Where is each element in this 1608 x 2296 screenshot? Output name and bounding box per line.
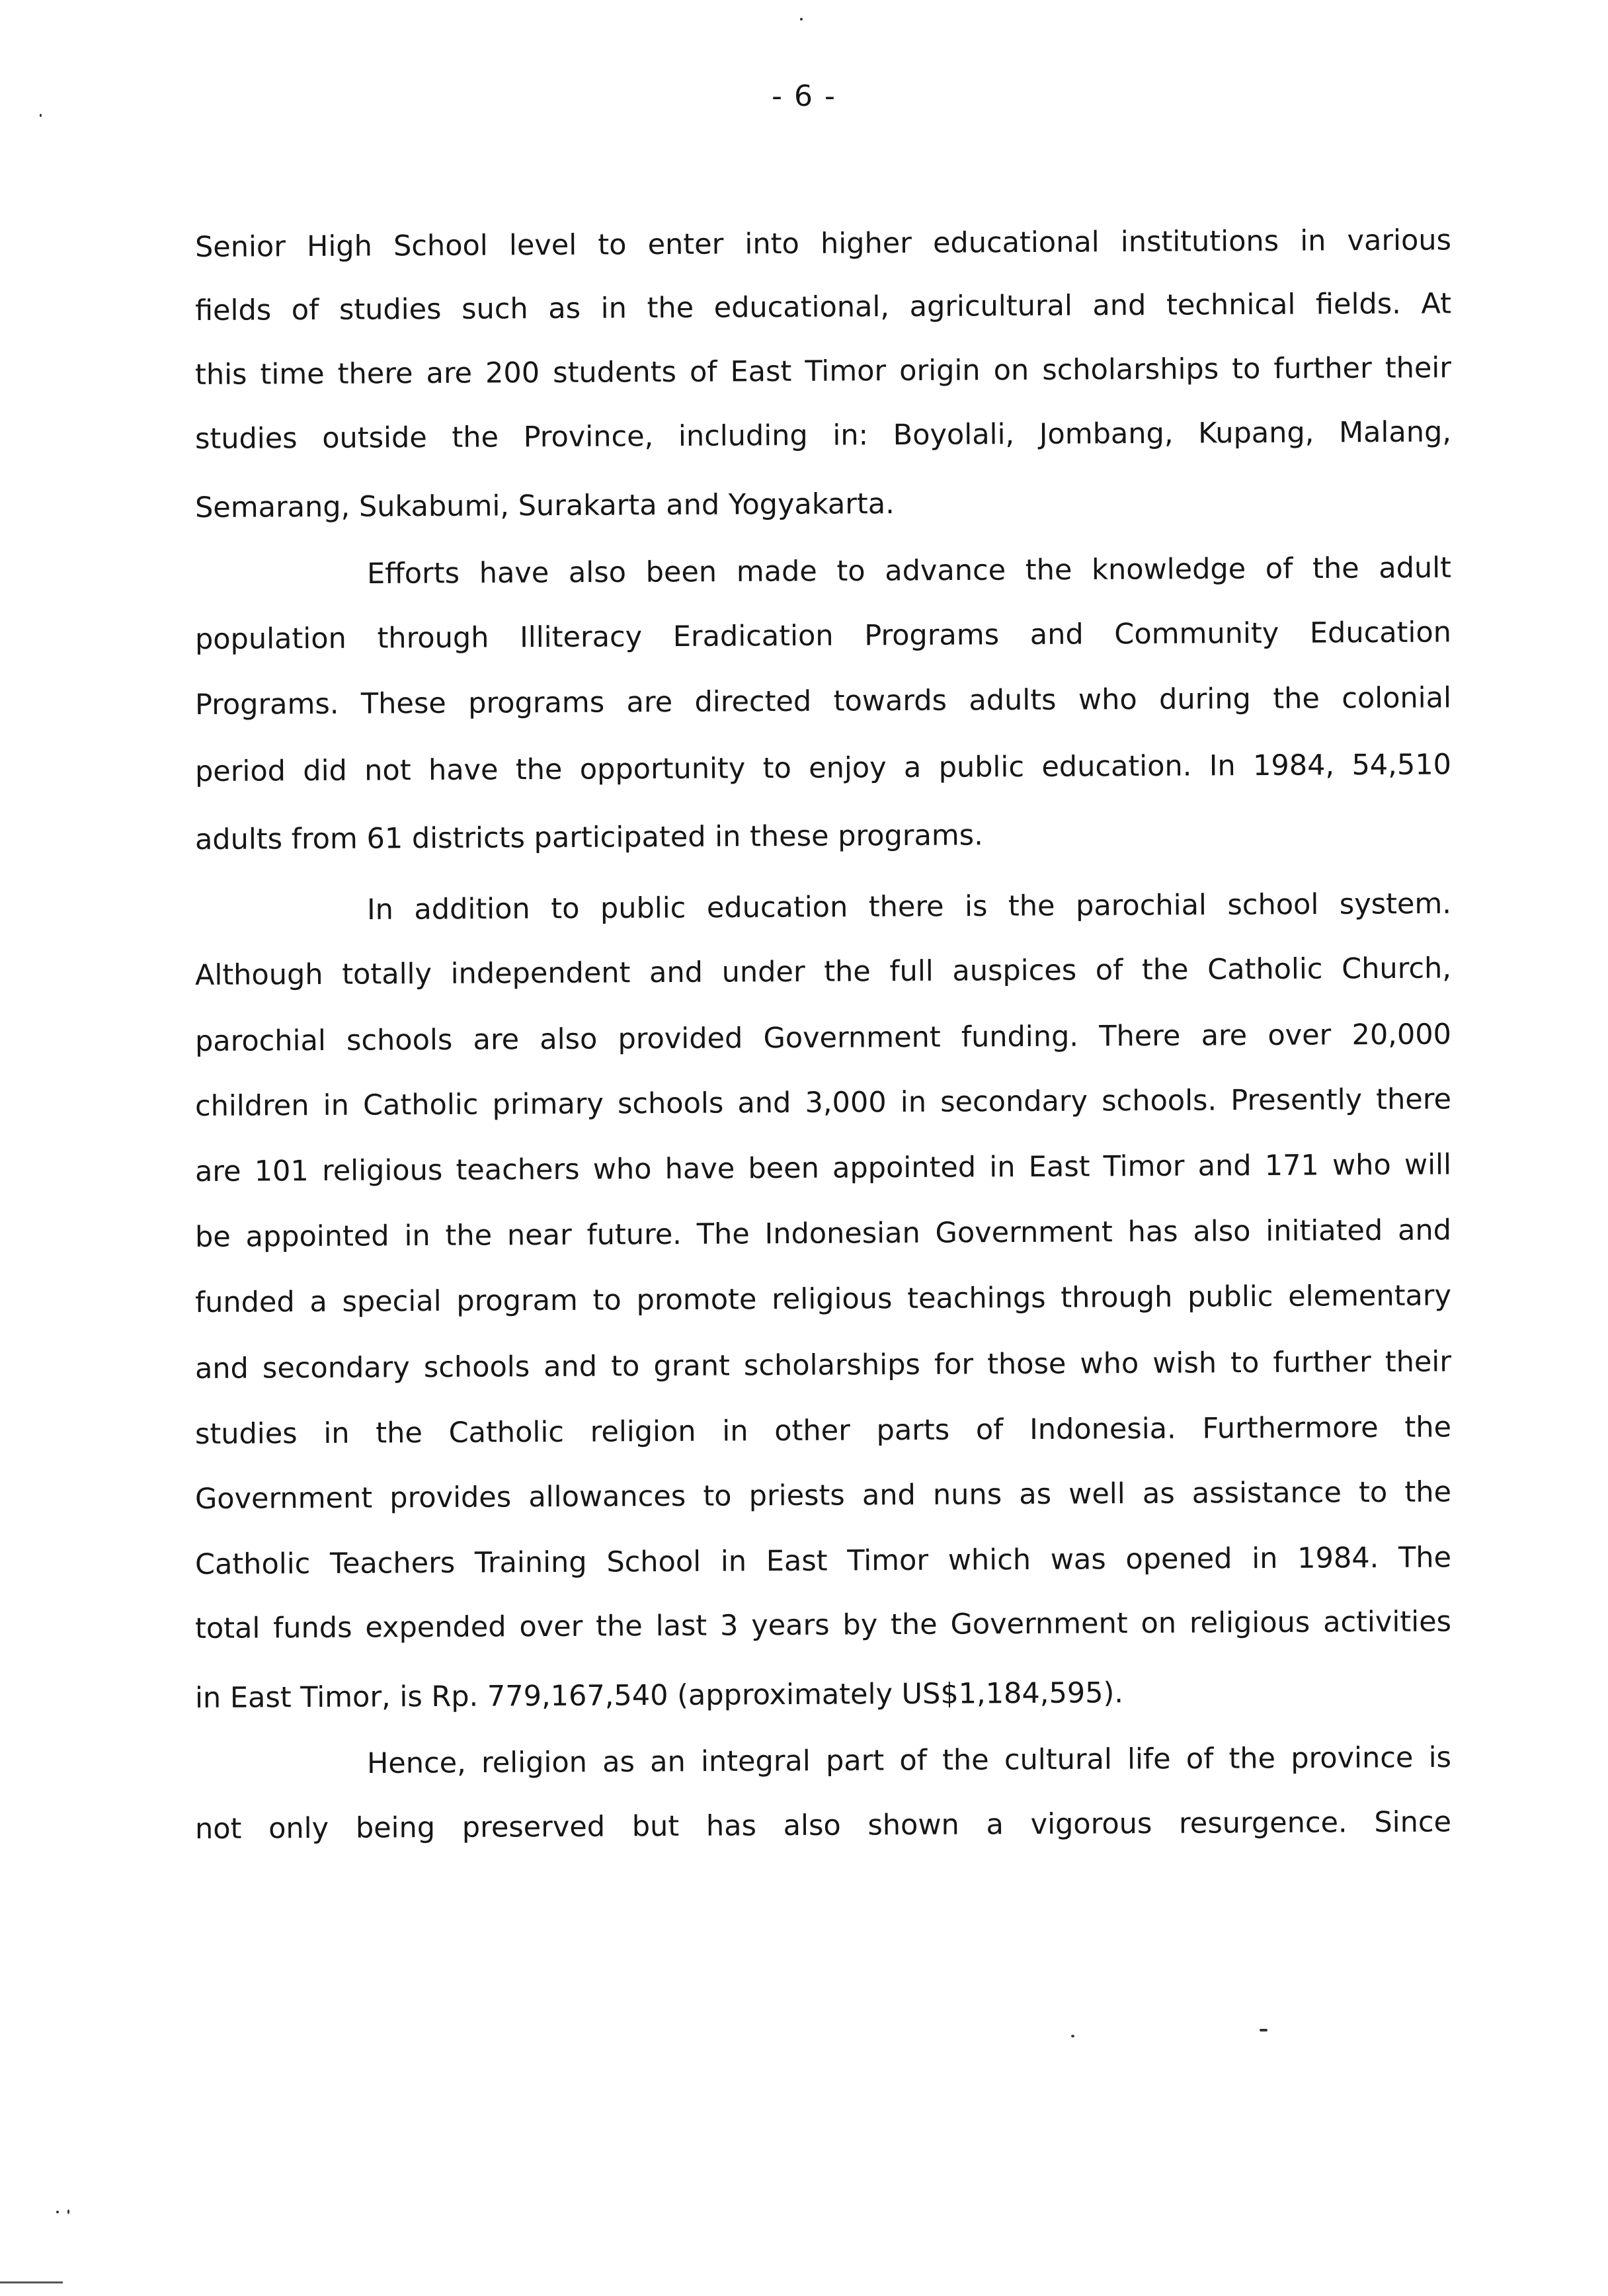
paragraph-3-line-3: parochial schools are also provided Government funding. There are over 20,000 — [194, 1018, 1452, 1058]
scan-speck — [1260, 2029, 1267, 2031]
scan-edge-mark — [0, 2281, 63, 2283]
paragraph-2-line-5: adults from 61 districts participated in these programs. — [194, 819, 983, 856]
paragraph-3-line-2: Although totally independent and under the full auspices of the Catholic Church, — [194, 952, 1452, 992]
scan-speck — [67, 2209, 69, 2214]
paragraph-1-line-2: fields of studies such as in the educational, agricultural and technical fields. At — [194, 287, 1452, 327]
paragraph-4-line-2: not only being preserved but has also shown a vigorous resurgence. Since — [194, 1805, 1452, 1846]
paragraph-2-line-3: Programs. These programs are directed towards adults who during the colonial — [194, 681, 1452, 721]
paragraph-3-line-10: Government provides allowances to priests and nuns as well as assistance to the — [194, 1475, 1452, 1516]
page-number: - 6 - — [772, 79, 836, 113]
paragraph-3-line-1: In addition to public education there is the parochial school system. — [366, 887, 1452, 926]
paragraph-3-line-5: are 101 religious teachers who have been appointed in East Timor and 171 who will — [194, 1148, 1452, 1188]
paragraph-2-line-4: period did not have the opportunity to enjoy a public education. In 1984, 54,510 — [194, 748, 1452, 788]
paragraph-1-line-1: Senior High School level to enter into higher educational institutions in various — [194, 224, 1452, 264]
paragraph-2-line-2: population through Illiteracy Eradication Programs and Community Education — [194, 616, 1452, 656]
paragraph-4-line-1: Hence, religion as an integral part of the cultural life of the province is — [366, 1741, 1452, 1780]
paragraph-3-line-11: Catholic Teachers Training School in East Timor which was opened in 1984. The — [194, 1541, 1452, 1581]
paragraph-3-line-6: be appointed in the near future. The Indonesian Government has also initiated and — [194, 1213, 1452, 1254]
paragraph-2-line-1: Efforts have also been made to advance the knowledge of the adult — [366, 551, 1452, 591]
scan-speck — [800, 18, 803, 20]
paragraph-1-line-5: Semarang, Sukabumi, Surakarta and Yogyakarta. — [194, 487, 895, 524]
paragraph-1-line-3: this time there are 200 students of East Timor origin on scholarships to further their — [194, 351, 1452, 391]
scan-speck — [40, 114, 42, 117]
scan-speck — [56, 2211, 59, 2213]
paragraph-3-line-13: in East Timor, is Rp. 779,167,540 (approximately US$1,184,595). — [194, 1676, 1124, 1715]
paragraph-3-line-12: total funds expended over the last 3 years by the Government on religious activities — [194, 1605, 1452, 1645]
paragraph-3-line-7: funded a special program to promote religious teachings through public elementary — [194, 1279, 1452, 1319]
paragraph-3-line-4: children in Catholic primary schools and 3,000 in secondary schools. Presently there — [194, 1083, 1452, 1123]
paragraph-3-line-9: studies in the Catholic religion in other parts of Indonesia. Furthermore the — [194, 1411, 1452, 1451]
paragraph-1-line-4: studies outside the Province, including in: Boyolali, Jombang, Kupang, Malang, — [194, 415, 1452, 456]
scan-speck — [1071, 2035, 1074, 2037]
paragraph-3-line-8: and secondary schools and to grant scholarships for those who wish to further their — [194, 1345, 1452, 1385]
